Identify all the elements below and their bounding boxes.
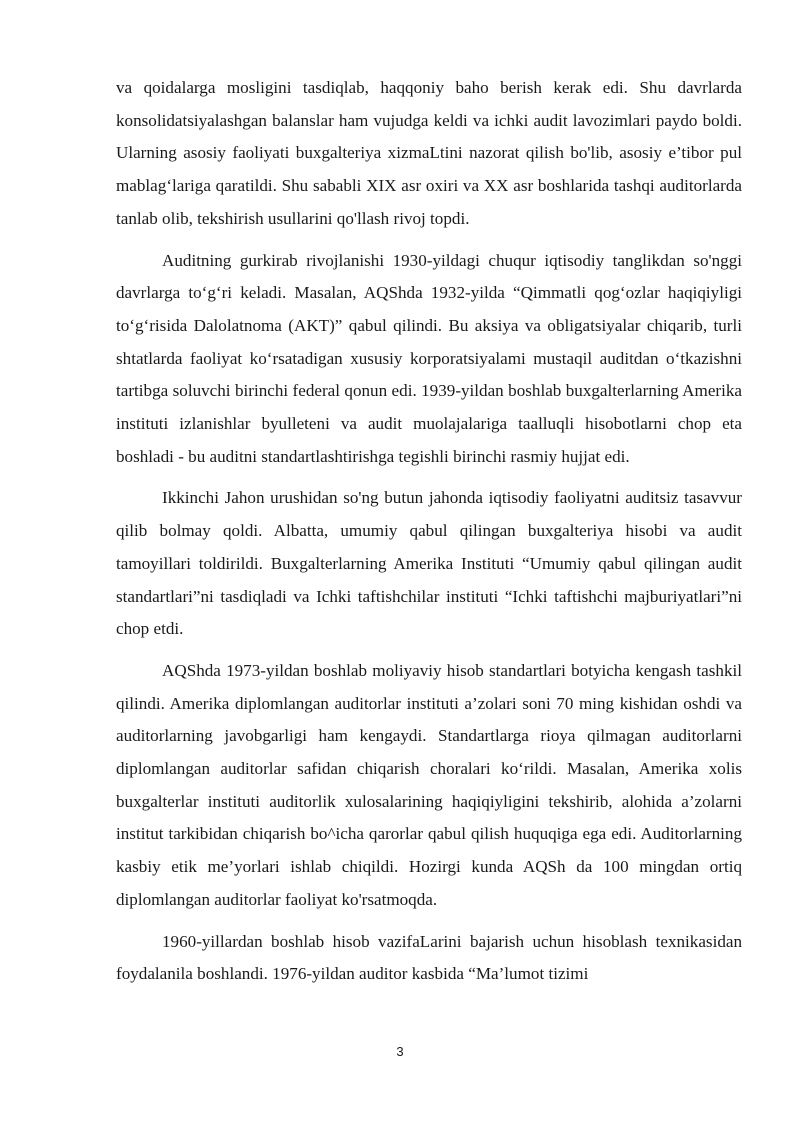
paragraph-5: 1960-yillardan boshlab hisob vazifaLarini bajarish uchun hisoblash texnikasidan foydalanila boshlandi. 1976-yildan auditor kasbida “Ma’lumot tizimi <box>116 931 742 984</box>
paragraph-3: Ikkinchi Jahon urushidan so'ng butun jahonda iqtisodiy faoliyatni auditsiz tasavvur qilib bolmay qoldi. Albatta, umumiy qabul qilingan buxgalteriya hisobi va audit tamoyillari toldirildi. Buxgalterlarning Amerika Instituti “Umumiy qabul qilingan audit standartlari”ni tasdiqladi va Ichki taftishchilar instituti “Ichki taftishchi majburiyatlari”ni chop etdi. <box>116 488 742 639</box>
paragraph-4: AQShda 1973-yildan boshlab moliyaviy hisob standartlari botyicha kengash tashkil qilindi. Amerika diplomlangan auditorlar instituti a’zolari soni 70 ming kishidan oshdi va auditorlarning javobgarligi ham kengaydi. Standartlarga rioya qilmagan auditorlarni diplomlangan auditorlar safidan chiqarish choralari ko‘rildi. Masalan, Amerika xolis buxgalterlar instituti auditorlik xulosalarining haqiqiyligini tekshirib, alohida a’zolarni institut tarkibidan chiqarish bo^icha qarorlar qabul qilish huquqiga ega edi. Auditorlarning kasbiy etik me’yorlari ishlab chiqildi. Hozirgi kunda AQSh da 100 mingdan ortiq diplomlangan auditorlar faoliyat ko'rsatmoqda. <box>116 660 742 909</box>
paragraph-1: va qoidalarga mosligini tasdiqlab, haqqoniy baho berish kerak edi. Shu davrlarda konsolidatsiyalashgan balanslar ham vujudga keldi va ichki audit lavozimlari paydo boldi. Ularning asosiy faoliyati buxgalteriya xizmaLtini nazorat qilish bo'lib, asosiy e’tibor pul mablag‘lariga qaratildi. Shu sababli XIX asr oxiri va XX asr boshlarida tashqi auditorlarda tanlab olib, tekshirish usullarini qo'llash rivoj topdi. <box>116 78 742 228</box>
document-page <box>116 72 742 1000</box>
paragraph-2: Auditning gurkirab rivojlanishi 1930-yildagi chuqur iqtisodiy tanglikdan so'nggi davrlarga to‘g‘ri keladi. Masalan, AQShda 1932-yilda “Qimmatli qog‘ozlar haqiqiyligi to‘g‘risida Dalolatnoma (AKT)” qabul qilindi. Bu aksiya va obligatsiyalar chiqarib, turli shtatlarda faoliyat ko‘rsatadigan xususiy korporatsiyalami mustaqil auditdan o‘tkazishni tartibga soluvchi birinchi federal qonun edi. 1939-yildan boshlab buxgalterlarning Amerika instituti izlanishlar byulleteni va audit muolajalariga taalluqli hisobotlarni chop eta boshladi - bu auditni standartlashtirishga tegishli birinchi rasmiy hujjat edi. <box>116 250 742 466</box>
page-number: 3 <box>396 1044 404 1059</box>
